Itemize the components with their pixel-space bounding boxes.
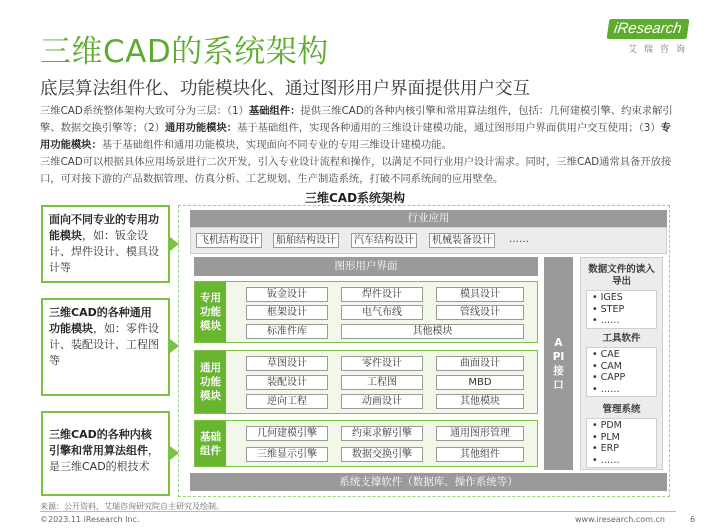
industry-more: …… <box>509 234 529 245</box>
left-box-special <box>41 205 170 283</box>
industry-item: 船舶结构设计 <box>273 233 339 248</box>
module-item: MBD <box>436 375 524 390</box>
page-number: 6 <box>690 515 696 524</box>
list-item: • …… <box>592 383 620 395</box>
list-item: • IGES <box>592 292 623 303</box>
module-item: 管线设计 <box>436 305 524 320</box>
support-bar: 系统支撑软件（数据库、操作系统等） <box>190 473 667 491</box>
left-box-general <box>41 298 170 396</box>
list-item: • CAPP <box>592 372 626 383</box>
left-box-bold: 三维CAD的各种内核引擎和常用算法组件 <box>49 428 152 457</box>
tools-group <box>586 333 657 397</box>
module-item: 曲面设计 <box>436 356 524 371</box>
list-item-text: …… <box>600 315 620 326</box>
module-item: 数据交换引擎 <box>341 447 423 462</box>
brand-sub: 艾瑞咨询 <box>627 45 692 55</box>
list-item-text: PLM <box>600 431 620 443</box>
secondary-paragraph: 三维CAD可以根据具体应用场景进行二次开发，引入专业设计流程和操作，以满足不同行业用户设计需求。同时，三维CAD通常具备开放接口，可对接下游的产品数据管理、仿真分析、工艺规划、生产制造系统，打破不同系统间的应用壁垒。 <box>40 156 672 185</box>
iresearch-logo: iResearch <box>607 19 689 39</box>
para-bold: 通用功能模块： <box>164 122 238 134</box>
module-item: 其他模块 <box>341 324 524 339</box>
list-item-text: CAE <box>600 349 620 360</box>
para-text: 基于基础组件和通用功能模块，实现面向不同专业的专用三维设计建模功能。 <box>101 139 452 151</box>
left-box-bold: 三维CAD的各种通用功能模块 <box>49 306 152 335</box>
list-item-text: STEP <box>600 303 625 315</box>
left-box-bold: 面向不同专业的专用功能模块 <box>49 213 159 242</box>
general-module-label: 通用功能模块 <box>195 351 226 413</box>
footer-divider <box>40 511 676 512</box>
list-item: • …… <box>592 454 620 466</box>
module-item: 草图设计 <box>246 356 328 371</box>
para-text: 基于基础组件，实现各种通用的三维设计建模功能，通过图形用户界面供用户交互使用；（3） <box>237 122 661 134</box>
gui-bar: 图形用户界面 <box>194 257 538 276</box>
special-module-label: 专用功能模块 <box>195 282 226 342</box>
module-item: 零件设计 <box>341 356 423 371</box>
para-bold: 专用功能模块： <box>40 122 671 151</box>
industry-header: 行业应用 <box>190 210 667 227</box>
module-item: 标准件库 <box>246 324 328 339</box>
formats-head: 数据文件的读入导出 <box>588 264 655 287</box>
list-item: • …… <box>592 315 620 326</box>
external-systems <box>580 257 663 470</box>
api-interface <box>544 257 573 470</box>
module-item: 框架设计 <box>246 305 328 320</box>
module-item: 几何建模引擎 <box>246 426 328 441</box>
module-item: 电气布线 <box>341 305 423 320</box>
page-title: 三维CAD的系统架构 <box>40 34 329 70</box>
module-item: 装配设计 <box>246 375 328 390</box>
para-text: 三维CAD系统整体架构大致可分为三层：（1） <box>40 105 249 117</box>
list-item: • STEP <box>592 303 625 315</box>
basic-component-label: 基础组件 <box>195 421 226 466</box>
para-text: 提供三维CAD的各种内核引擎和常用算法组件，包括：几何建模引擎、约束求解引擎、数据交换引擎等；（2） <box>40 105 673 134</box>
module-item: 工程图 <box>341 375 423 390</box>
list-item-text: CAPP <box>600 372 626 383</box>
module-item: 模具设计 <box>436 287 524 302</box>
left-box-text: ，如：钣金设计、焊件设计、模具设计等 <box>49 229 159 274</box>
mgmt-list <box>586 418 657 468</box>
copyright: ©2023.11 iResearch Inc. <box>40 515 140 524</box>
tools-list <box>586 347 657 397</box>
website-link[interactable]: www.iresearch.com.cn <box>575 515 665 524</box>
left-box-text: ，是三维CAD的根技术 <box>49 444 159 473</box>
list-item-text: …… <box>600 383 620 395</box>
list-item: • PLM <box>592 431 620 443</box>
list-item: • CAM <box>592 360 622 372</box>
list-item-text: CAM <box>600 360 622 372</box>
para-bold: 基础组件： <box>248 105 301 117</box>
intro-paragraph <box>40 103 676 154</box>
module-item: 逆向工程 <box>246 394 328 409</box>
mgmt-group <box>586 404 657 468</box>
list-item-text: IGES <box>600 292 623 303</box>
industry-item: 飞机结构设计 <box>196 233 262 248</box>
mgmt-head: 管理系统 <box>602 404 641 415</box>
list-item-text: …… <box>600 454 620 466</box>
module-item: 其他模块 <box>436 394 524 409</box>
left-box-basic <box>41 411 170 496</box>
formats-group <box>586 264 657 329</box>
list-item-text: PDM <box>600 420 622 431</box>
api-label: API接口 <box>552 336 565 391</box>
module-item: 通用图形管理 <box>436 426 524 441</box>
page-subtitle: 底层算法组件化、功能模块化、通过图形用户界面提供用户交互 <box>40 79 530 99</box>
source-note: 来源：公开资料，艾瑞咨询研究院自主研究及绘制。 <box>40 502 224 511</box>
module-item: 约束求解引擎 <box>341 426 423 441</box>
industry-item: 机械装备设计 <box>429 233 495 248</box>
diagram-title: 三维CAD系统架构 <box>304 191 406 205</box>
module-item: 三维显示引擎 <box>246 447 328 462</box>
left-box-text: ，如：零件设计、装配设计、工程图等 <box>49 322 159 367</box>
module-item: 钣金设计 <box>246 287 328 302</box>
formats-list <box>586 290 657 329</box>
tools-head: 工具软件 <box>602 333 641 344</box>
module-item: 动画设计 <box>341 394 423 409</box>
module-item: 焊件设计 <box>341 287 423 302</box>
brand <box>596 18 692 55</box>
list-item-text: ERP <box>600 443 619 454</box>
list-item: • ERP <box>592 443 619 454</box>
module-item: 其他组件 <box>436 447 524 462</box>
list-item: • PDM <box>592 420 622 431</box>
industry-item: 汽车结构设计 <box>351 233 417 248</box>
list-item: • CAE <box>592 349 620 360</box>
